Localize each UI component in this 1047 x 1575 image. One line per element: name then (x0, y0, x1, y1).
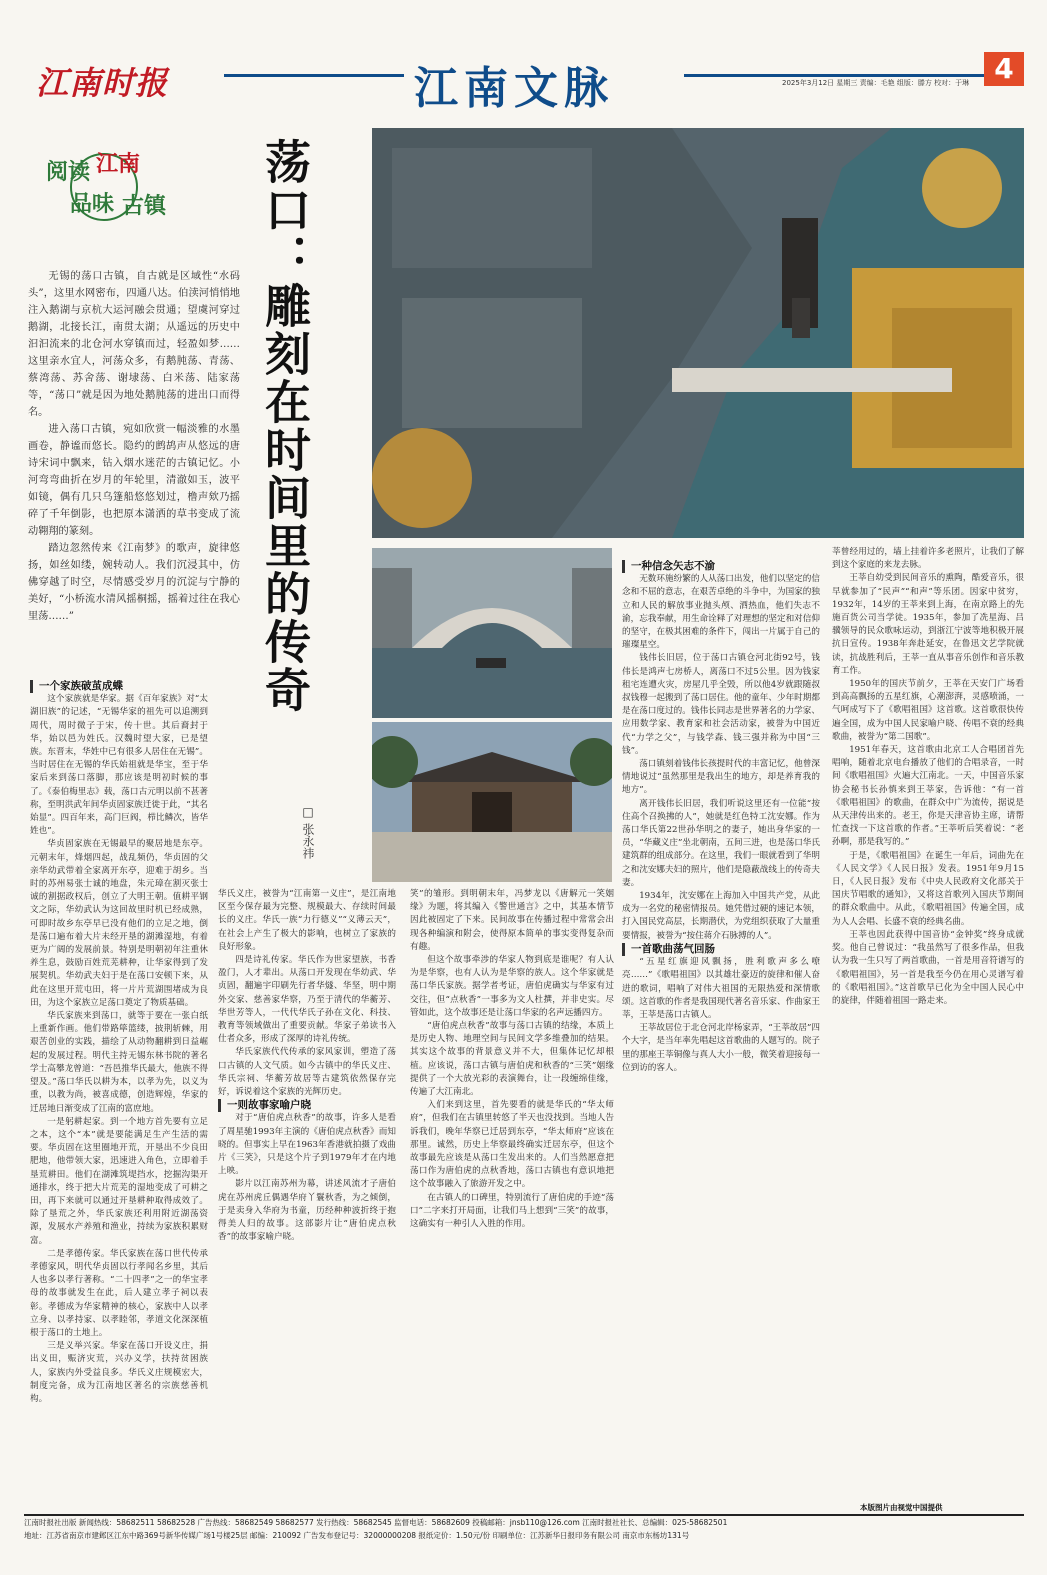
body-paragraph: 华贞固家族在无锡最早的聚居地是东亭。元朝末年，烽烟四起，战乱频仍，华贞固的父亲华幼武带着全家离开东亭，迎难于胡乡。当时的苏州易张士诚的地盘，朱元璋在割灭张士诚的割据政权后，创立了大明王朝。值耕平钢文之际，华幼武认为这回故里时机已经成熟，可即时故乡东亭早已没有他们的立足之地，倒是荡口遍布着大片未经开垦的湖滩湿地，有着更为广阔的发展前景。特别是明朝初年注重休养生息，鼓励百姓荒芜耕种，让华家得到了发展契机。华幼武夫妇于是在荡口安顿下来，从此在这里开荒屯田，将一片片荒湖围堵成为良田，为这个家族立足荡口奠定了物质基础。 (30, 839, 208, 1008)
body-paragraph: 王莘自幼受到民间音乐的熏陶，酷爱音乐，很早就参加了“民声”“和声”等乐团。因家中贫穷，1932年，14岁的王莘来到上海，在南京路上的先施百货公司当学徒。1935年，参加了冼星海、吕骥领导的民众歌咏运动，到浙江宁波等地积极开展抗日宣传。1938年奔赴延安，在鲁迅文艺学院就读，抗战胜利后，王莘一直从事音乐创作和音乐教育工作。 (832, 573, 1024, 676)
body-paragraph: 对于“唐伯虎点秋香”的故事，许多人是看了周星驰1993年主演的《唐伯虎点秋香》而知晓的。但事实上早在1963年香港就拍摄了戏曲片《三笑》，只是这个片子到1979年才在内地上映。 (218, 1113, 396, 1177)
photo-credit: 本版图片由视觉中国提供 (860, 1503, 943, 1512)
section-heading: 一种信念矢志不渝 (622, 560, 820, 573)
body-paragraph: 这个家族就是华家。据《百年家族》对“太湖旧族”的记述，“无锡华家的祖先可以追溯到周代，周时微子于宋，传十世。其后裔封于华，始以邑为姓氏。汉魏时望大家，已是望族。东晋末，华姓中已有很多人居住在无锡”。当时居住在无锡的华氏始祖就是华宝，至于华家后来到荡口落脚，那应该是明初时候的事了。《泰伯梅里志》载，荡口古元明以前不甚著称，至明洪武年间华贞固家族迁徙于此，“其名始显”。四百年来，高门巨阀，栉比鳞次，皆华姓也”。 (30, 694, 208, 837)
body-paragraph: 华氏义庄，被誉为“江南第一义庄”，是江南地区至今保存最为完整、规模最大、存续时间最长的义庄。华氏一族“力行德义”“义薄云天”，在社会上产生了极大的影响，也树立了家族的良好形象。 (218, 889, 396, 952)
body-paragraph: “五星红旗迎风飘扬，胜利歌声多么嘹亮……”《歌唱祖国》以其雄壮豪迈的旋律和催人奋进的歌词，唱响了对伟大祖国的无限热爱和深情歌颂。这首歌的作者是我国现代著名音乐家、作曲家王莘，王莘是荡口古镇人。 (622, 957, 820, 1020)
article-column-2 (218, 888, 396, 1500)
article-column-1 (30, 680, 208, 1500)
author-byline: □ 张永祎 (301, 805, 315, 859)
body-paragraph: 影片以江南苏州为幕，讲述风流才子唐伯虎在苏州虎丘偶遇华府丫鬟秋香，为之倾倒，于是卖身入华府为书童，历经种种波折终于抱得美人归的故事。这部影片让“唐伯虎点秋香”的故事家喻户晓。 (218, 1179, 396, 1243)
column-badge (40, 145, 200, 235)
intro-paragraph: 踏边忽然传来《江南梦》的歌声，旋律悠扬，如丝如缕，婉转动人。我们沉浸其中，仿佛穿越了时空，尽情感受岁月的沉淀与宁静的美好，“小桥流水清风摇桐摇，摇着过往在我心里荡……” (28, 543, 240, 622)
body-paragraph: 华氏家族来到荡口，就等于要在一张白纸上重新作画。他们带路筚篮缕，披荆斩棘，用艰苦创业的实践，描绘了从动物翻耕到日益崛起的发展过程。明代主持无锡东林书院的著名学士高攀龙曾道：“吾邑推华氏最大，他族不得望及。”荡口华氏以耕为本，以孝为先，以义为重，以教为尚，被喜成德，创造辉煌，华家的迁居地日渐变成了江南的富庶地。 (30, 1011, 208, 1114)
body-paragraph: 华氏家族代代传承的家风家训，塑造了荡口古镇的人文气质。如今古镇中的华氏义庄、华氏宗祠、华蘅芳故居等古建筑依然保存完好，诉说着这个家族的光辉历史。 (218, 1047, 396, 1098)
masthead-rule-left (224, 74, 404, 77)
body-paragraph: 王莘故居位于北仓河北岸杨家弄，“王莘故居”四个大字，是当年率先唱起这首歌曲的人题写的。院子里的那座王莘铜像与真人大小一般，微笑着迎接每一位到访的客人。 (622, 1023, 820, 1073)
body-paragraph: 四是诗礼传家。华氏作为世家望族，书香盈门，人才辈出。从荡口开发现在华幼武、华贞固，翻遍宇印刷先行者华燧、华坚，明中期外交家、慈善家华察，乃至于清代的华蘅芳、华世芳等人，一代代华氏子孙在文化、科技、教育等领域做出了重要贡献。华家子弟读书入仕者众多，形成了深厚的诗礼传统。 (218, 955, 396, 1045)
bridge-boat-photo (372, 548, 612, 718)
pavilion-illustration (372, 722, 612, 882)
body-paragraph: 钱伟长旧居，位于荡口古镇仓河北街92号，钱伟长是鸿声七房桥人，离荡口不过5公里。因为钱家租宅连遭火灾，房屋几乎全毁，所以他4岁就跟随叔叔钱穆一起搬到了荡口居住。他的童年、少年时期都是在荡口度过的。钱伟长同志是世界著名的力学家、应用数学家、教育家和社会活动家，被誉为中国近代“力学之父”，与钱学森、钱三强并称为中国“三钱”。 (622, 653, 820, 756)
footer-contact-line: 江南时报社出版 新闻热线：58682511 58682528 广告热线：58682549 58682577 发行热线：58682545 监督电话：58682609 投稿邮箱：jnsb110@126.com 江南时报社社长、总编辑：025-58682501 (24, 1518, 728, 1527)
article-intro (28, 268, 240, 625)
body-paragraph: 无数环施纷繁的人从荡口出发，他们以坚定的信念和不屈的意志，在艰苦卓绝的斗争中，为国家的独立和人民的解放事业抛头颅、洒热血，他们失志不渝，忘我奉献，用生命诠释了对理想的坚定和对信仰的坚守，在极其困难的条件下，闯出一片属于自己的璀璨星空。 (622, 574, 820, 651)
article-column-3 (410, 888, 614, 1500)
body-paragraph: 1951年春天，这首歌由北京工人合唱团首先唱响，随着北京电台播放了他们的合唱录音，一时间《歌唱祖国》火遍大江南北。一天，中国音乐家协会秘书长孙慎来到王莘家，告诉他：“有一首《歌唱祖国》的歌曲，在群众中广为流传，据说是从天津传出来的。老王，你是天津音协主席，请帮忙查找一下这首歌的作者。”王莘听后笑着说：“老孙啊，那是我写的。” (832, 745, 1024, 848)
section-heading: 一首歌曲荡气回肠 (622, 943, 820, 956)
badge-text-4: 古镇 (122, 194, 167, 219)
body-paragraph: 荡口镇刻着钱伟长孩提时代的丰富记忆，他曾深情地说过“虽然那里是我出生的地方，却是养育我的地方”。 (622, 759, 820, 796)
body-paragraph: “唐伯虎点秋香”故事与荡口古镇的结缘，本质上是历史人物、地理空间与民间文学多维叠加的结果。其实这个故事的背景意义并不大，但集体记忆却根植。应该说，荡口古镇与唐伯虎和秋香的“三笑”姻缘提供了一个大放光彩的表演舞台，让一段缠绵佳缘，传遍了大江南北。 (410, 1021, 614, 1098)
intro-paragraph: 进入荡口古镇，宛如欣赏一幅淡雅的水墨画卷，静谧而悠长。隐约的鹧鸪声从悠远的唐诗宋词中飘来，钻入烟水迷茫的古镇记忆。小河弯弯曲折在岁月的年轮里，清澈如玉，波平如镜，偶有几只乌篷船悠悠划过，橹声欸乃摇碎了千年倒影，也把原本潇洒的草书变成了流动翱翔的篆刻。 (28, 424, 240, 537)
newspaper-logo: 江南时报 (36, 64, 169, 102)
intro-paragraph: 无锡的荡口古镇，自古就是区域性“水码头”，这里水网密布，四通八达。伯渎河悄悄地注入鹅湖与京杭大运河融会贯通；望虞河穿过鹅湖，北接长江，南贯太湖；从遥远的历史中汩汩流来的北仓河水穿镇而过，轻盈如梦……这里亲水宜人，河荡众多，有鹅肫荡、青荡、蔡湾荡、苏舍荡、谢埭荡、白米荡、陆家荡等，“荡口”就是因为地处鹅肫荡的进出口而得名。 (28, 271, 240, 418)
body-paragraph: 莘曾经用过的，墙上挂着许多老照片，让我们了解到这个家庭的来龙去脉。 (832, 547, 1024, 571)
stone-bridge-illustration (372, 548, 612, 718)
article-column-4 (622, 560, 820, 1500)
date-line: 2025年3月12日 星期三 责编：毛艳 组版：滕方 校对：于琳 (782, 79, 970, 87)
body-paragraph: 三是义举兴家。华家在荡口开设义庄，捐出义田，赈济灾荒，兴办义学，扶持贫困族人，家族内外受益良多。华氏义庄规模宏大，制度完备，成为江南地区著名的宗族慈善机构。 (30, 1341, 208, 1404)
aerial-photo-illustration (372, 128, 1024, 538)
body-paragraph: 入们来到这里，首先要看的就是华氏的“华太师府”，但我们在古镇里转悠了半天也没找到。当地人告诉我们，晚年华察已迁居到东亭，“华太师府”应该在那里。诚然，历史上华察最终确实迁居东亭，但这个故事最先应该是从荡口生发出来的。人们当然愿意把荡口作为唐伯虎的点秋香地，荡口古镇也有意识地把这个故事融入了旅游开发之中。 (410, 1100, 614, 1190)
body-paragraph: 笑”的雏形。到明朝末年，冯梦龙以《唐解元一笑姻缘》为题，将其编入《警世通言》之中，其基本情节因此被固定了下来。民间故事在传播过程中常常会出现各种编演和附会，使得原本简单的事实变得复杂而有趣。 (410, 889, 614, 952)
badge-text-2: 江南 (96, 152, 141, 177)
footer-address-line: 地址：江苏省南京市建邺区江东中路369号新华传媒广场1号楼25层 邮编：210092 广告发布登记号：32000000208 报纸定价：1.50元/份 印刷单位：江苏新华日报印务有限公司 南京市东杨坊131号 (24, 1531, 690, 1540)
body-paragraph: 在古镇人的口碑里，特别流行了唐伯虎的手迹“荡口”二字来打开局面，让我们马上想到“三笑”的故事，这确实有一种引人入胜的作用。 (410, 1192, 614, 1230)
masthead-rule-right (684, 74, 984, 77)
article-column-5 (832, 546, 1024, 1500)
body-paragraph: 1950年的国庆节前夕，王莘在天安门广场看到高高飘扬的五星红旗，心潮澎湃，灵感喷涌，一气呵成写下了《歌唱祖国》这首歌。这首歌很快传遍全国，成为中国人民家喻户晓、传唱不衰的经典歌曲，被誉为“第二国歌”。 (832, 679, 1024, 742)
page-footer (24, 1514, 1024, 1554)
masthead (24, 52, 1024, 114)
section-heading: 一则故事家喻户晓 (218, 1099, 396, 1112)
section-heading: 一个家族破茧成蝶 (30, 680, 208, 693)
section-title: 江南文脉 (414, 63, 614, 114)
body-paragraph: 王莘也因此获得中国音协“金钟奖”终身成就奖。他自己曾说过：“我虽然写了很多作品，但我认为我一生只写了两首歌曲，一首是用音符谱写的《歌唱祖国》，另一首是我至今仍在用心灵谱写着的《歌唱祖国》。”这首歌早已化为全中国人民心中的旋律，伴随着祖国一路走来。 (832, 929, 1024, 1006)
body-paragraph: 二是孝德传家。华氏家族在荡口世代传承孝德家风，明代华贞固以行孝闻名乡里，其后人也多以孝行著称。“二十四孝”之一的华宝孝母的故事就发生在此，后人建立孝子祠以表彰。孝德成为华家精神的核心，家族中人以孝立身、以孝持家、以孝睦邻，孝道文化深深植根于荡口的土地上。 (30, 1248, 208, 1338)
pavilion-gate-photo (372, 722, 612, 882)
body-paragraph: 1934年，沈安娜在上海加入中国共产党，从此成为一名党的秘密情报员。她凭借过硬的速记本领，打入国民党高层，长期潜伏，为党组织获取了大量重要情报，被誉为“按住蒋介石脉搏的人”。 (622, 891, 820, 941)
body-paragraph: 离开钱伟长旧居，我们听说这里还有一位能“按住高个召换拂的人”，她就是红色特工沈安娜。作为荡口华氏第22世孙华明之的妻子，她出身华家的一员，“华藏义庄”坐北朝南，五间三进，也是荡口华氏建筑群的组成部分。在这里，我们一眼就看到了华明之和沈安娜夫妇的照片，他们是隐蔽战线上的传奇夫妻。 (622, 798, 820, 888)
main-photo-water-town (372, 128, 1024, 538)
body-paragraph: 一是躬耕起家。到一个地方首先要有立足之本，这个“本”就是要能满足生产生活的需要。华贞固在这里圈地开荒，开垦出不少良田肥地，他带领大家，迅速进入角色，立即着手垦荒耕田。他们在湖滩筑堤挡水，挖掘沟渠开通排水，终于把大片荒芜的湿地变成了可耕之田，再下来就可以通过开垦耕种取得成效了。除了垦荒之外，华氏家族还利用附近湖荡资源，发展水产养殖和渔业，持续为家族积累财富。 (30, 1116, 208, 1246)
article-title: 荡口：雕刻在时间里的传奇 (258, 138, 312, 714)
body-paragraph: 于是，《歌唱祖国》在诞生一年后，词曲先在《人民文学》《人民日报》发表。1951年9月15日，《人民日报》发布《中央人民政府文化部关于国庆节唱歌的通知》，又将这首歌列入国庆节期间的群众歌曲中。从此，《歌唱祖国》传遍全国，成为人人会唱、长盛不衰的经典名曲。 (832, 850, 1024, 927)
body-paragraph: 但这个故事牵涉的华家人物到底是谁呢？有人认为是华察，也有人认为是华察的族人。这个华家就是荡口华氏家族。据学者考证，唐伯虎确实与华家有过交往，但“点秋香”一事多为文人杜撰，并非史实。尽管如此，这个故事还是让荡口华家的名声远播四方。 (410, 955, 614, 1018)
badge-text-3: 品味 (70, 192, 115, 217)
page-number-tab: 4 (984, 52, 1024, 86)
badge-text-1: 阅读 (46, 160, 91, 185)
